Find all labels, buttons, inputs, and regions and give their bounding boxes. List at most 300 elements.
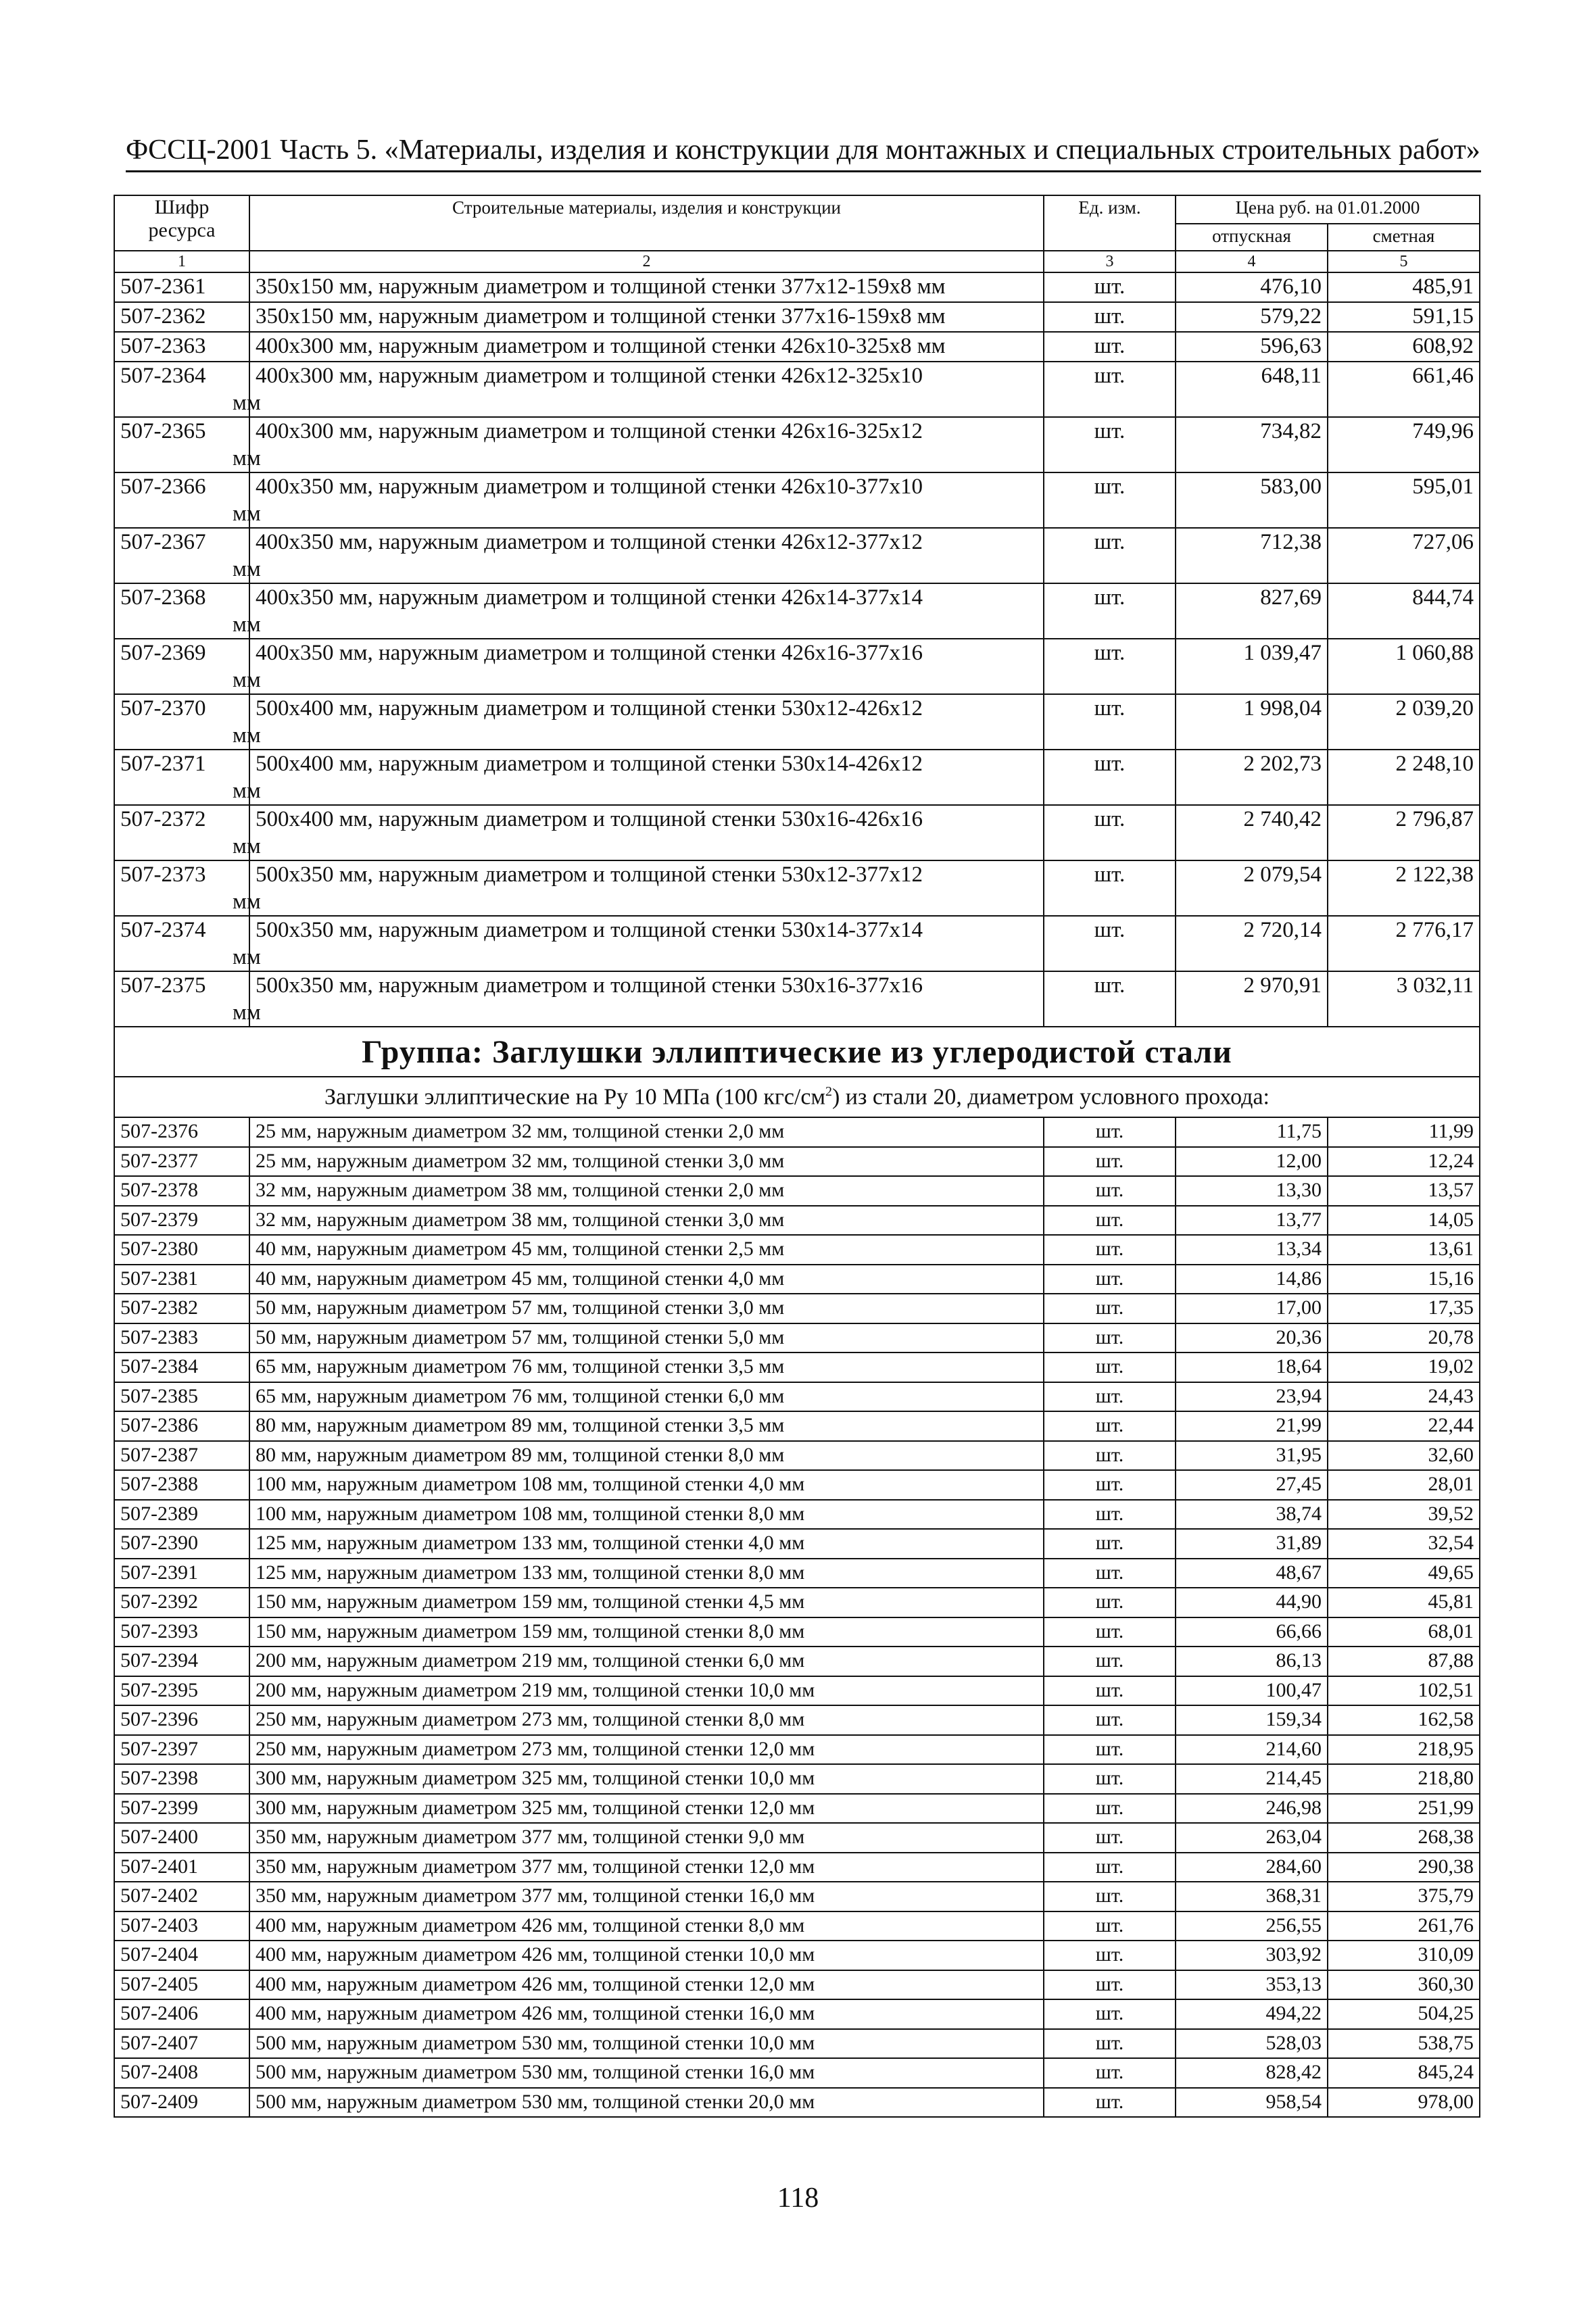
table-row: [114, 1823, 1480, 1853]
release-price: 494,22: [1176, 1999, 1328, 2029]
table-row: [114, 1294, 1480, 1323]
estimate-price: 591,15: [1328, 302, 1480, 332]
column-number: 4: [1176, 251, 1328, 272]
estimate-price: 39,52: [1328, 1500, 1480, 1530]
resource-code: 507-2402: [114, 1882, 249, 1911]
group-subtitle: [114, 1077, 1480, 1117]
table-header-row: [114, 195, 1480, 224]
item-description: [233, 971, 1044, 1027]
group-title-row: [114, 1027, 1480, 1077]
item-description-text: 400x350 мм, наружным диаметром и толщиной стенки 426x16-377x16: [256, 641, 923, 665]
estimate-price: 2 039,20: [1328, 694, 1480, 750]
estimate-price: 2 776,17: [1328, 916, 1480, 971]
resource-code: 507-2371: [114, 750, 249, 805]
item-description-text: 500x350 мм, наружным диаметром и толщиной стенки 530x16-377x16: [256, 973, 923, 998]
release-price: 476,10: [1176, 272, 1328, 302]
item-description-text: 500x400 мм, наружным диаметром и толщиной стенки 530x12-426x12: [256, 696, 923, 721]
release-price: 648,11: [1176, 362, 1328, 417]
table-row: [114, 639, 1480, 694]
item-description-continuation: мм: [233, 779, 261, 803]
unit-of-measure: шт.: [1044, 1676, 1176, 1706]
table-row: [114, 1470, 1480, 1500]
estimate-price: 845,24: [1328, 2058, 1480, 2088]
item-description: 200 мм, наружным диаметром 219 мм, толщиной стенки 10,0 мм: [249, 1676, 1044, 1706]
resource-code: 507-2363: [114, 332, 249, 362]
estimate-price: 749,96: [1328, 417, 1480, 472]
table-row: [114, 472, 1480, 528]
item-description-text: 350x150 мм, наружным диаметром и толщиной стенки 377x12-159x8 мм: [256, 274, 946, 299]
unit-of-measure: шт.: [1044, 332, 1176, 362]
item-description-continuation: мм: [233, 834, 261, 858]
table-row: [114, 1999, 1480, 2029]
estimate-price: 17,35: [1328, 1294, 1480, 1323]
unit-of-measure: шт.: [1044, 2029, 1176, 2059]
release-price: 20,36: [1176, 1323, 1328, 1353]
unit-of-measure: шт.: [1044, 1941, 1176, 1970]
table-row: [114, 332, 1480, 362]
subtitle-text: Заглушки эллиптические на Ру 10 МПа (100 кгс/см: [324, 1084, 825, 1110]
table-row: [114, 1559, 1480, 1588]
table-row: [114, 1705, 1480, 1735]
release-price: 284,60: [1176, 1853, 1328, 1882]
resource-code: 507-2361: [114, 272, 249, 302]
item-description: [233, 639, 1044, 694]
table-row: [114, 750, 1480, 805]
table-row: [114, 1235, 1480, 1265]
resource-code: 507-2388: [114, 1470, 249, 1500]
table-row: [114, 2088, 1480, 2118]
estimate-price: 20,78: [1328, 1323, 1480, 1353]
unit-of-measure: шт.: [1044, 916, 1176, 971]
resource-code: 507-2365: [114, 417, 249, 472]
unit-of-measure: шт.: [1044, 1235, 1176, 1265]
unit-of-measure: шт.: [1044, 583, 1176, 639]
item-description-text: 400x300 мм, наружным диаметром и толщиной стенки 426x12-325x10: [256, 364, 923, 388]
resource-code: 507-2400: [114, 1823, 249, 1853]
item-description: 25 мм, наружным диаметром 32 мм, толщиной стенки 2,0 мм: [249, 1117, 1044, 1147]
item-description: [249, 302, 1044, 332]
resource-code: 507-2389: [114, 1500, 249, 1530]
estimate-price: 261,76: [1328, 1911, 1480, 1941]
estimate-price: 595,01: [1328, 472, 1480, 528]
estimate-price: 87,88: [1328, 1647, 1480, 1676]
resource-code: 507-2367: [114, 528, 249, 583]
item-description: [233, 362, 1044, 417]
resource-code: 507-2399: [114, 1794, 249, 1824]
estimate-price: 13,57: [1328, 1176, 1480, 1206]
resource-code: 507-2383: [114, 1323, 249, 1353]
item-description-continuation: мм: [233, 723, 261, 748]
column-numbers-row: [114, 251, 1480, 272]
item-description: 25 мм, наружным диаметром 32 мм, толщиной стенки 3,0 мм: [249, 1147, 1044, 1177]
item-description: 250 мм, наружным диаметром 273 мм, толщиной стенки 12,0 мм: [249, 1735, 1044, 1765]
unit-of-measure: шт.: [1044, 639, 1176, 694]
estimate-price: 1 060,88: [1328, 639, 1480, 694]
unit-of-measure: шт.: [1044, 528, 1176, 583]
unit-of-measure: шт.: [1044, 1117, 1176, 1147]
item-description: 65 мм, наружным диаметром 76 мм, толщиной стенки 6,0 мм: [249, 1382, 1044, 1412]
item-description: 400 мм, наружным диаметром 426 мм, толщиной стенки 16,0 мм: [249, 1999, 1044, 2029]
resource-code: 507-2385: [114, 1382, 249, 1412]
unit-of-measure: шт.: [1044, 1206, 1176, 1236]
resource-code: 507-2379: [114, 1206, 249, 1236]
group-title: Группа: Заглушки эллиптические из углеродистой стали: [114, 1027, 1480, 1077]
estimate-price: 22,44: [1328, 1411, 1480, 1441]
unit-of-measure: шт.: [1044, 1529, 1176, 1559]
estimate-price: 608,92: [1328, 332, 1480, 362]
resource-code: 507-2387: [114, 1441, 249, 1471]
unit-of-measure: шт.: [1044, 1353, 1176, 1382]
table-row: [114, 1647, 1480, 1676]
table-row: [114, 1617, 1480, 1647]
unit-of-measure: шт.: [1044, 805, 1176, 860]
estimate-price: 45,81: [1328, 1588, 1480, 1617]
item-description-continuation: мм: [233, 1000, 261, 1025]
item-description: 350 мм, наружным диаметром 377 мм, толщиной стенки 12,0 мм: [249, 1853, 1044, 1882]
table-row: [114, 1117, 1480, 1147]
estimate-price: 14,05: [1328, 1206, 1480, 1236]
resource-code: 507-2369: [114, 639, 249, 694]
item-description: 100 мм, наружным диаметром 108 мм, толщиной стенки 8,0 мм: [249, 1500, 1044, 1530]
item-description: 300 мм, наружным диаметром 325 мм, толщиной стенки 10,0 мм: [249, 1764, 1044, 1794]
item-description: 40 мм, наружным диаметром 45 мм, толщиной стенки 4,0 мм: [249, 1265, 1044, 1294]
release-price: 13,34: [1176, 1235, 1328, 1265]
release-price: 712,38: [1176, 528, 1328, 583]
unit-of-measure: шт.: [1044, 1823, 1176, 1853]
release-price: 2 202,73: [1176, 750, 1328, 805]
price-table: [114, 195, 1480, 2118]
item-description-text: 350x150 мм, наружным диаметром и толщиной стенки 377x16-159x8 мм: [256, 304, 946, 328]
unit-of-measure: шт.: [1044, 1588, 1176, 1617]
release-price: 2 079,54: [1176, 860, 1328, 916]
unit-of-measure: шт.: [1044, 1382, 1176, 1412]
item-description-text: 400x300 мм, наружным диаметром и толщиной стенки 426x10-325x8 мм: [256, 334, 946, 358]
unit-of-measure: шт.: [1044, 1970, 1176, 2000]
table-row: [114, 971, 1480, 1027]
unit-of-measure: шт.: [1044, 1500, 1176, 1530]
table-row: [114, 1882, 1480, 1911]
estimate-price: 538,75: [1328, 2029, 1480, 2059]
item-description: 500 мм, наружным диаметром 530 мм, толщиной стенки 20,0 мм: [249, 2088, 1044, 2118]
resource-code: 507-2404: [114, 1941, 249, 1970]
item-description-continuation: мм: [233, 890, 261, 914]
unit-of-measure: шт.: [1044, 1911, 1176, 1941]
estimate-price: 12,24: [1328, 1147, 1480, 1177]
item-description-text: 500x350 мм, наружным диаметром и толщиной стенки 530x14-377x14: [256, 918, 923, 942]
table-row: [114, 916, 1480, 971]
unit-of-measure: шт.: [1044, 1294, 1176, 1323]
item-description: 500 мм, наружным диаметром 530 мм, толщиной стенки 10,0 мм: [249, 2029, 1044, 2059]
estimate-price: 727,06: [1328, 528, 1480, 583]
estimate-price: 15,16: [1328, 1265, 1480, 1294]
item-description-continuation: мм: [233, 446, 261, 470]
item-description: 400 мм, наружным диаметром 426 мм, толщиной стенки 10,0 мм: [249, 1941, 1044, 1970]
release-price: 44,90: [1176, 1588, 1328, 1617]
resource-code: 507-2390: [114, 1529, 249, 1559]
resource-code: 507-2408: [114, 2058, 249, 2088]
resource-code: 507-2376: [114, 1117, 249, 1147]
table-row: [114, 1676, 1480, 1706]
unit-of-measure: шт.: [1044, 1617, 1176, 1647]
table-row: [114, 2029, 1480, 2059]
estimate-price: 2 796,87: [1328, 805, 1480, 860]
release-price: 31,95: [1176, 1441, 1328, 1471]
release-price: 256,55: [1176, 1911, 1328, 1941]
subtitle-text: ) из стали 20, диаметром условного прохода:: [831, 1084, 1269, 1110]
table-row: [114, 1941, 1480, 1970]
estimate-price: 102,51: [1328, 1676, 1480, 1706]
release-price: 18,64: [1176, 1353, 1328, 1382]
resource-code: 507-2372: [114, 805, 249, 860]
estimate-price: 360,30: [1328, 1970, 1480, 2000]
page-header: ФССЦ-2001 Часть 5. «Материалы, изделия и конструкции для монтажных и специальных строительных работ»: [126, 135, 1480, 166]
estimate-price: 218,95: [1328, 1735, 1480, 1765]
estimate-price: 13,61: [1328, 1235, 1480, 1265]
table-row: [114, 1500, 1480, 1530]
header-name: Строительные материалы, изделия и конструкции: [249, 195, 1044, 251]
unit-of-measure: шт.: [1044, 1735, 1176, 1765]
resource-code: 507-2409: [114, 2088, 249, 2118]
resource-code: 507-2395: [114, 1676, 249, 1706]
unit-of-measure: шт.: [1044, 1147, 1176, 1177]
estimate-price: 661,46: [1328, 362, 1480, 417]
table-row: [114, 1970, 1480, 2000]
column-number: 1: [114, 251, 249, 272]
table-row: [114, 694, 1480, 750]
unit-of-measure: шт.: [1044, 1559, 1176, 1588]
unit-of-measure: шт.: [1044, 1441, 1176, 1471]
release-price: 1 039,47: [1176, 639, 1328, 694]
resource-code: 507-2405: [114, 1970, 249, 2000]
release-price: 159,34: [1176, 1705, 1328, 1735]
unit-of-measure: шт.: [1044, 362, 1176, 417]
release-price: 13,30: [1176, 1176, 1328, 1206]
item-description: 350 мм, наружным диаметром 377 мм, толщиной стенки 16,0 мм: [249, 1882, 1044, 1911]
release-price: 1 998,04: [1176, 694, 1328, 750]
unit-of-measure: шт.: [1044, 1470, 1176, 1500]
resource-code: 507-2403: [114, 1911, 249, 1941]
item-description: 50 мм, наружным диаметром 57 мм, толщиной стенки 5,0 мм: [249, 1323, 1044, 1353]
item-description: 50 мм, наружным диаметром 57 мм, толщиной стенки 3,0 мм: [249, 1294, 1044, 1323]
estimate-price: 32,60: [1328, 1441, 1480, 1471]
item-description: 80 мм, наружным диаметром 89 мм, толщиной стенки 3,5 мм: [249, 1411, 1044, 1441]
estimate-price: 218,80: [1328, 1764, 1480, 1794]
unit-of-measure: шт.: [1044, 1999, 1176, 2029]
item-description-text: 400x350 мм, наружным диаметром и толщиной стенки 426x14-377x14: [256, 585, 923, 610]
table-row: [114, 272, 1480, 302]
item-description: [233, 916, 1044, 971]
table-row: [114, 1353, 1480, 1382]
column-number: 2: [249, 251, 1044, 272]
item-description: 40 мм, наружным диаметром 45 мм, толщиной стенки 2,5 мм: [249, 1235, 1044, 1265]
page-number: 118: [777, 2183, 819, 2214]
release-price: 100,47: [1176, 1676, 1328, 1706]
table-row: [114, 2058, 1480, 2088]
header-code: Шифр ресурса: [114, 195, 249, 251]
estimate-price: 28,01: [1328, 1470, 1480, 1500]
item-description-text: 500x400 мм, наружным диаметром и толщиной стенки 530x14-426x12: [256, 752, 923, 776]
item-description: [233, 417, 1044, 472]
table-row: [114, 1735, 1480, 1765]
estimate-price: 2 248,10: [1328, 750, 1480, 805]
release-price: 828,42: [1176, 2058, 1328, 2088]
release-price: 579,22: [1176, 302, 1328, 332]
table-row: [114, 805, 1480, 860]
table-row: [114, 1411, 1480, 1441]
item-description: 80 мм, наружным диаметром 89 мм, толщиной стенки 8,0 мм: [249, 1441, 1044, 1471]
unit-of-measure: шт.: [1044, 1853, 1176, 1882]
item-description-text: 400x350 мм, наружным диаметром и толщиной стенки 426x10-377x10: [256, 474, 923, 499]
release-price: 86,13: [1176, 1647, 1328, 1676]
resource-code: 507-2401: [114, 1853, 249, 1882]
resource-code: 507-2386: [114, 1411, 249, 1441]
release-price: 21,99: [1176, 1411, 1328, 1441]
resource-code: 507-2366: [114, 472, 249, 528]
estimate-price: 24,43: [1328, 1382, 1480, 1412]
release-price: 214,60: [1176, 1735, 1328, 1765]
resource-code: 507-2362: [114, 302, 249, 332]
unit-of-measure: шт.: [1044, 750, 1176, 805]
estimate-price: 268,38: [1328, 1823, 1480, 1853]
estimate-price: 19,02: [1328, 1353, 1480, 1382]
release-price: 27,45: [1176, 1470, 1328, 1500]
table-row: [114, 1176, 1480, 1206]
release-price: 12,00: [1176, 1147, 1328, 1177]
unit-of-measure: шт.: [1044, 1265, 1176, 1294]
estimate-price: 251,99: [1328, 1794, 1480, 1824]
resource-code: 507-2377: [114, 1147, 249, 1177]
release-price: 66,66: [1176, 1617, 1328, 1647]
subtitle-superscript: 2: [825, 1083, 832, 1099]
item-description-continuation: мм: [233, 612, 261, 637]
table-row: [114, 1588, 1480, 1617]
table-row: [114, 362, 1480, 417]
item-description: [249, 332, 1044, 362]
release-price: 2 740,42: [1176, 805, 1328, 860]
resource-code: 507-2370: [114, 694, 249, 750]
release-price: 38,74: [1176, 1500, 1328, 1530]
item-description: 150 мм, наружным диаметром 159 мм, толщиной стенки 4,5 мм: [249, 1588, 1044, 1617]
table-row: [114, 1265, 1480, 1294]
resource-code: 507-2374: [114, 916, 249, 971]
item-description: [249, 272, 1044, 302]
item-description: [233, 694, 1044, 750]
item-description-continuation: мм: [233, 557, 261, 581]
release-price: 48,67: [1176, 1559, 1328, 1588]
unit-of-measure: шт.: [1044, 302, 1176, 332]
unit-of-measure: шт.: [1044, 1323, 1176, 1353]
header-price: Цена руб. на 01.01.2000: [1176, 195, 1480, 224]
resource-code: 507-2406: [114, 1999, 249, 2029]
header-unit: Ед. изм.: [1044, 195, 1176, 251]
resource-code: 507-2397: [114, 1735, 249, 1765]
unit-of-measure: шт.: [1044, 417, 1176, 472]
resource-code: 507-2407: [114, 2029, 249, 2059]
item-description: 32 мм, наружным диаметром 38 мм, толщиной стенки 2,0 мм: [249, 1176, 1044, 1206]
item-description-text: 500x400 мм, наружным диаметром и толщиной стенки 530x16-426x16: [256, 807, 923, 831]
item-description: [233, 750, 1044, 805]
item-description-continuation: мм: [233, 391, 261, 415]
header-release-price: отпускная: [1176, 224, 1328, 251]
estimate-price: 3 032,11: [1328, 971, 1480, 1027]
release-price: 13,77: [1176, 1206, 1328, 1236]
estimate-price: 485,91: [1328, 272, 1480, 302]
unit-of-measure: шт.: [1044, 694, 1176, 750]
release-price: 17,00: [1176, 1294, 1328, 1323]
resource-code: 507-2384: [114, 1353, 249, 1382]
release-price: 583,00: [1176, 472, 1328, 528]
release-price: 23,94: [1176, 1382, 1328, 1412]
table-row: [114, 1911, 1480, 1941]
item-description: 400 мм, наружным диаметром 426 мм, толщиной стенки 12,0 мм: [249, 1970, 1044, 2000]
resource-code: 507-2396: [114, 1705, 249, 1735]
resource-code: 507-2368: [114, 583, 249, 639]
unit-of-measure: шт.: [1044, 1705, 1176, 1735]
table-row: [114, 417, 1480, 472]
resource-code: 507-2380: [114, 1235, 249, 1265]
table-row: [114, 1441, 1480, 1471]
unit-of-measure: шт.: [1044, 860, 1176, 916]
estimate-price: 978,00: [1328, 2088, 1480, 2118]
table-row: [114, 1382, 1480, 1412]
resource-code: 507-2391: [114, 1559, 249, 1588]
release-price: 31,89: [1176, 1529, 1328, 1559]
estimate-price: 504,25: [1328, 1999, 1480, 2029]
estimate-price: 375,79: [1328, 1882, 1480, 1911]
item-description: [233, 860, 1044, 916]
item-description: 250 мм, наружным диаметром 273 мм, толщиной стенки 8,0 мм: [249, 1705, 1044, 1735]
resource-code: 507-2381: [114, 1265, 249, 1294]
release-price: 596,63: [1176, 332, 1328, 362]
estimate-price: 11,99: [1328, 1117, 1480, 1147]
table-row: [114, 1529, 1480, 1559]
item-description: 125 мм, наружным диаметром 133 мм, толщиной стенки 8,0 мм: [249, 1559, 1044, 1588]
release-price: 303,92: [1176, 1941, 1328, 1970]
table-row: [114, 302, 1480, 332]
estimate-price: 844,74: [1328, 583, 1480, 639]
estimate-price: 32,54: [1328, 1529, 1480, 1559]
table-row: [114, 860, 1480, 916]
group-subtitle-row: [114, 1077, 1480, 1117]
estimate-price: 162,58: [1328, 1705, 1480, 1735]
unit-of-measure: шт.: [1044, 1411, 1176, 1441]
unit-of-measure: шт.: [1044, 1647, 1176, 1676]
unit-of-measure: шт.: [1044, 971, 1176, 1027]
item-description: 100 мм, наружным диаметром 108 мм, толщиной стенки 4,0 мм: [249, 1470, 1044, 1500]
unit-of-measure: шт.: [1044, 472, 1176, 528]
item-description-text: 400x300 мм, наружным диаметром и толщиной стенки 426x16-325x12: [256, 419, 923, 443]
release-price: 827,69: [1176, 583, 1328, 639]
table-row: [114, 1853, 1480, 1882]
resource-code: 507-2382: [114, 1294, 249, 1323]
estimate-price: 49,65: [1328, 1559, 1480, 1588]
item-description-continuation: мм: [233, 502, 261, 526]
release-price: 2 970,91: [1176, 971, 1328, 1027]
release-price: 734,82: [1176, 417, 1328, 472]
item-description: 65 мм, наружным диаметром 76 мм, толщиной стенки 3,5 мм: [249, 1353, 1044, 1382]
table-row: [114, 1323, 1480, 1353]
release-price: 528,03: [1176, 2029, 1328, 2059]
item-description: 300 мм, наружным диаметром 325 мм, толщиной стенки 12,0 мм: [249, 1794, 1044, 1824]
resource-code: 507-2375: [114, 971, 249, 1027]
estimate-price: 68,01: [1328, 1617, 1480, 1647]
table-row: [114, 1764, 1480, 1794]
item-description: [233, 583, 1044, 639]
release-price: 246,98: [1176, 1794, 1328, 1824]
release-price: 958,54: [1176, 2088, 1328, 2118]
item-description: 32 мм, наружным диаметром 38 мм, толщиной стенки 3,0 мм: [249, 1206, 1044, 1236]
item-description: 400 мм, наружным диаметром 426 мм, толщиной стенки 8,0 мм: [249, 1911, 1044, 1941]
